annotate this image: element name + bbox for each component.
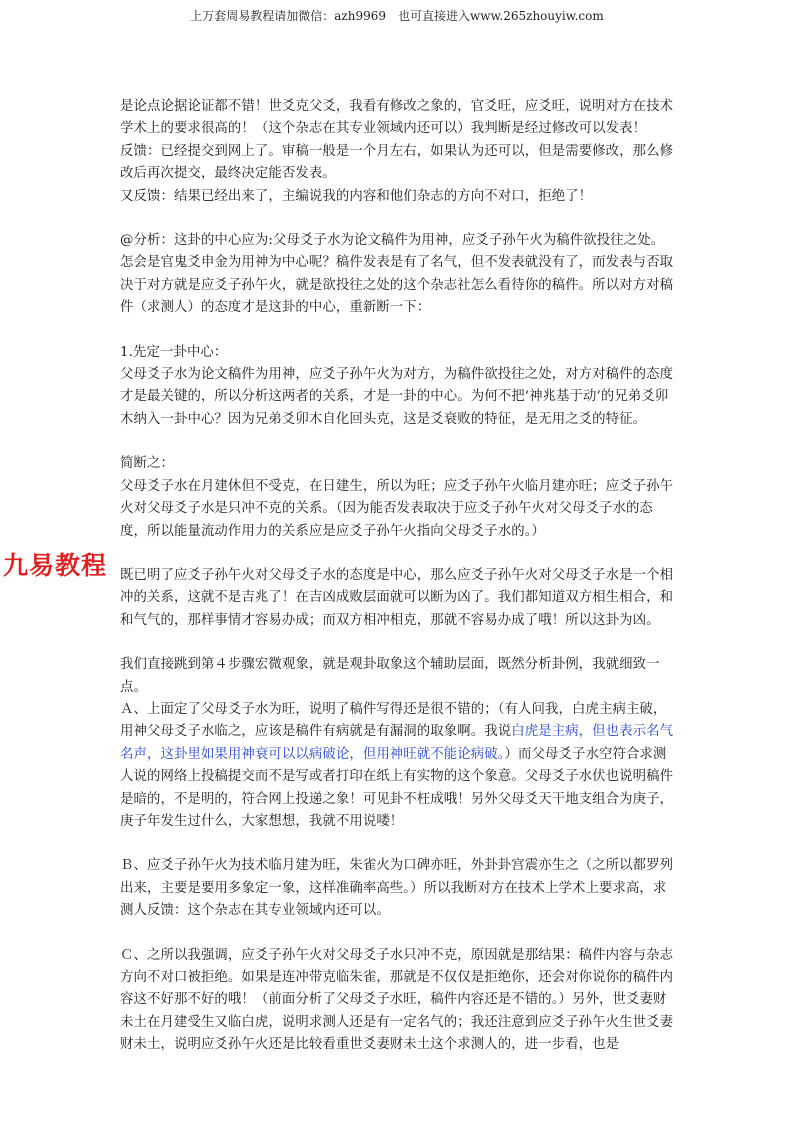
paragraph-brief-heading: 简断之： <box>120 456 174 472</box>
paragraph-step-4: 我们直接跳到第４步骤宏微观象，就是观卦取象这个辅助层面，既然分析卦例，我就细致一点。 <box>120 657 660 695</box>
paragraph-3: 又反馈：结果已经出来了，主编说我的内容和他们杂志的方向不对口，拒绝了！ <box>120 188 593 204</box>
paragraph-analysis: @分析：这卦的中心应为:父母爻子水为论文稿件为用神，应爻子孙午火为稿件欲投往之处。怎会是官鬼爻申金为用神为中心呢？稿件发表是有了名气，但不发表就没有了，而发表与否取决于对方就是应爻子孙午火，就是欲投往之处的这个杂志社怎么看待你的稿件。所以对方对稿件（求测人）的态度才是这卦的中心，重新断一下： <box>120 233 674 316</box>
paragraph-step-1-heading: 1.先定一卦中心： <box>120 344 228 360</box>
paragraph-a-part-1: Ａ、上面定了父母爻子水为旺，说明了稿件写得还是很不错的；（有人问我，白虎主病主破，用神父母爻子水临之，应该是稿件有病就是有漏洞的取象啊。我说 <box>120 701 667 740</box>
paragraph-b: Ｂ、应爻子孙午火为技术临月建为旺，朱雀火为口碑亦旺，外卦卦宫震亦生之（之所以都罗列出来，主要是要用多象定一象，这样准确率高些。）所以我断对方在技术上学术上要求高，求测人反馈：这个杂志在其专业领域内还可以。 <box>120 858 674 919</box>
paragraph-brief: 父母爻子水在月建休但不受克，在日建生，所以为旺；应爻子孙午火临月建亦旺；应爻子孙午火对父母爻子水是只冲不克的关系。（因为能否发表取决于应爻子孙午火对父母爻子水的态度，所以能量流动作用力的关系应是应爻子孙午火指向父母爻子水的。） <box>120 478 674 539</box>
paragraph-1: 是论点论据论证都不错！世爻克父爻，我看有修改之象的，官爻旺，应爻旺，说明对方在技术学术上的要求很高的！（这个杂志在其专业领域内还可以）我判断是经过修改可以发表！ <box>120 99 674 137</box>
highlighted-text: 白虎是主病，但也表示名气名声，这卦里如果用神衰可以以病破论，但用神旺就不能论病破。 <box>120 724 674 762</box>
article-body <box>120 96 676 1057</box>
paragraph-a <box>120 699 676 833</box>
paragraph-a-part-2: ）而父母爻子水空符合求测人说的网络上投稿提交而不是写或者打印在纸上有实物的这个象意。父母爻子水伏也说明稿件是暗的，不是明的，符合网上投递之象！可见卦不枉成哦！另外父母爻天干地支组合为庚子，庚子年发生过什么，大家想想，我就不用说喽！ <box>120 746 674 829</box>
watermark-logo: 九易教程 <box>3 551 108 580</box>
paragraph-c: Ｃ、之所以我强调，应爻子孙午火对父母爻子水只冲不克，原因就是那结果：稿件内容与杂志方向不对口被拒绝。如果是连冲带克临朱雀，那就是不仅仅是拒绝你，还会对你说你的稿件内容这不好那不好的哦！（前面分析了父母爻子水旺，稿件内容还是不错的。）另外，世爻妻财未土在月建受生又临白虎，说明求测人还是有一定名气的；我还注意到应爻子孙午火生世爻妻财未土，说明应爻孙午火还是比较看重世爻妻财未土这个求测人的，进一步看，也是 <box>120 947 674 1053</box>
paragraph-step-1: 父母爻子水为论文稿件为用神，应爻子孙午火为对方，为稿件欲投往之处，对方对稿件的态度才是最关键的，所以分析这两者的关系，才是一卦的中心。为何不把‘神兆基于动’的兄弟爻卯木纳入一卦中心？因为兄弟爻卯木自化回头克，这是爻衰败的特征，是无用之爻的特征。 <box>120 367 674 427</box>
page-header: 上万套周易教程请加微信：azh9969 也可直接进入www.265zhouyiw.com <box>190 9 604 23</box>
paragraph-2: 反馈：已经提交到网上了。审稿一般是一个月左右，如果认为还可以，但是需要修改，那么修改后再次提交，最终决定能否发表。 <box>120 143 674 182</box>
paragraph-conclusion: 既已明了应爻子孙午火对父母爻子水的态度是中心，那么应爻子孙午火对父母爻子水是一个相冲的关系，这就不是吉兆了！在吉凶成败层面就可以断为凶了。我们都知道双方相生相合，和和气气的，那样事情才容易办成；而双方相冲相克，那就不容易办成了哦！所以这卦为凶。 <box>120 567 674 628</box>
